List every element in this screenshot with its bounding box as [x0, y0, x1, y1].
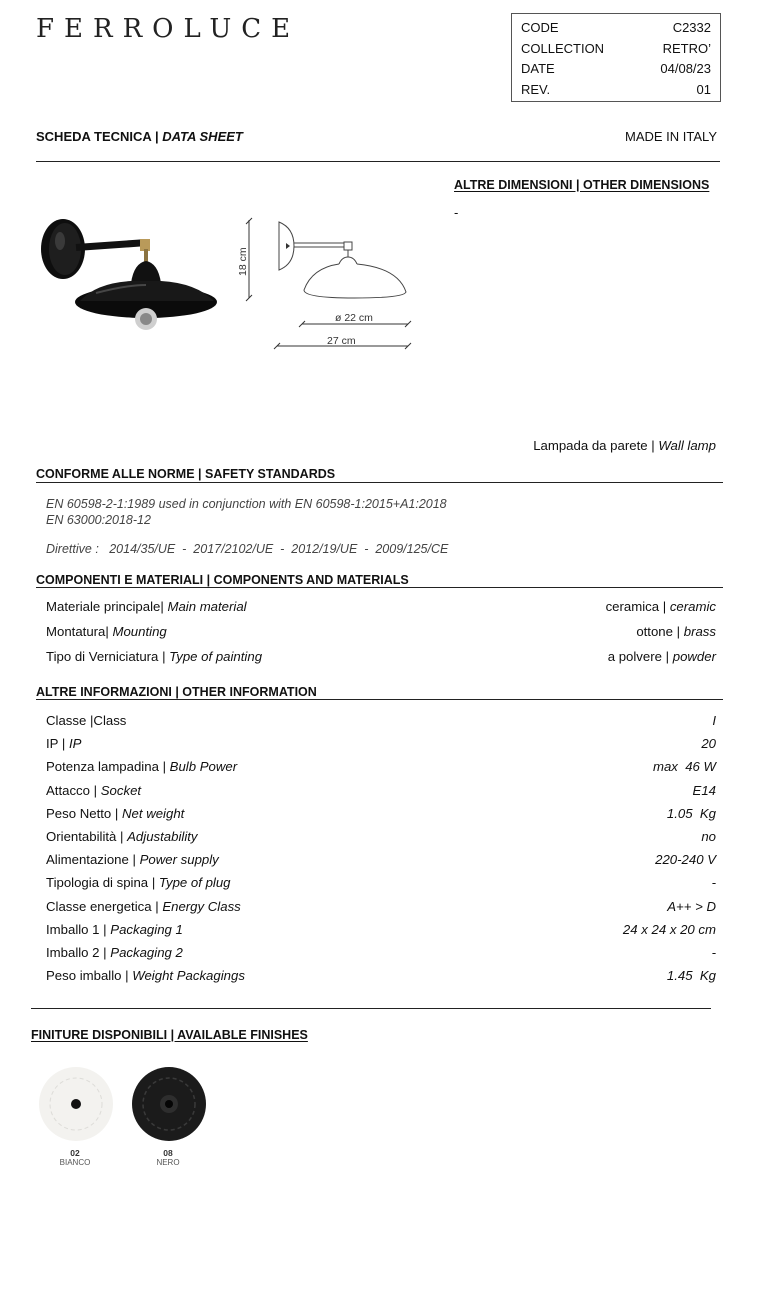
other-info-row-label: IP | IP — [46, 736, 82, 752]
other-info-row — [46, 875, 716, 890]
other-info-row — [46, 968, 716, 983]
other-info-row-label: Potenza lampadina | Bulb Power — [46, 759, 238, 775]
other-info-title: ALTRE INFORMAZIONI | OTHER INFORMATION — [36, 685, 317, 699]
other-info-row — [46, 852, 716, 867]
other-info-row-value: 1.45 Kg — [666, 968, 716, 984]
other-info-row — [46, 736, 716, 751]
product-photo — [36, 205, 226, 335]
components-row-label: Montatura| Mounting — [46, 624, 167, 639]
length-label: 27 cm — [327, 335, 356, 347]
other-info-row-value: 20 — [701, 736, 716, 752]
diameter-label: ø 22 cm — [335, 312, 373, 324]
other-info-row-value: - — [711, 875, 716, 891]
components-row-value: ceramica | ceramic — [605, 599, 716, 614]
product-type: Lampada da parete | Wall lamp — [533, 438, 716, 453]
safety-title: CONFORME ALLE NORME | SAFETY STANDARDS — [36, 467, 336, 481]
components-row — [46, 599, 716, 614]
other-info-row-label: Alimentazione | Power supply — [46, 852, 219, 868]
other-info-row — [46, 783, 716, 798]
other-info-row-value: I — [712, 713, 716, 728]
info-row-code: CODE C2332 — [521, 20, 711, 35]
safety-line-2: EN 63000:2018-12 — [46, 513, 151, 527]
divider — [36, 482, 723, 483]
sheet-title: SCHEDA TECNICA | DATA SHEET — [36, 129, 243, 144]
divider — [36, 587, 723, 588]
other-info-row-value: no — [701, 829, 716, 844]
other-info-row — [46, 922, 716, 937]
info-row-date: DATE 04/08/23 — [521, 61, 711, 76]
finish-label-bianco: 02 BIANCO — [59, 1148, 91, 1167]
divider — [31, 1008, 711, 1009]
other-info-row-label: Imballo 2 | Packaging 2 — [46, 945, 183, 960]
other-info-row-label: Peso imballo | Weight Packagings — [46, 968, 245, 984]
other-info-row-label: Attacco | Socket — [46, 782, 142, 798]
components-row — [46, 624, 716, 639]
components-title: COMPONENTI E MATERIALI | COMPONENTS AND MATERIALS — [36, 573, 409, 587]
safety-line-1: EN 60598-2-1:1989 used in conjunction with EN 60598-1:2015+A1:2018 — [46, 497, 447, 511]
other-info-row — [46, 713, 716, 728]
height-label: 18 cm — [237, 247, 249, 276]
made-in-italy: MADE IN ITALY — [625, 129, 717, 144]
other-dimensions-title: ALTRE DIMENSIONI | OTHER DIMENSIONS — [454, 178, 710, 192]
finish-label-nero: 08 NERO — [156, 1148, 180, 1167]
info-box — [511, 13, 721, 102]
other-info-row-value: E14 — [692, 782, 716, 798]
brand-logo: FERROLUCE — [36, 14, 301, 44]
other-info-row-value: max 46 W — [652, 759, 716, 775]
other-info-row — [46, 945, 716, 960]
info-row-rev: REV. 01 — [521, 81, 711, 97]
other-info-row-label: Classe |Class — [46, 713, 127, 728]
divider — [36, 161, 720, 162]
components-row — [46, 649, 716, 664]
info-row-collection: COLLECTION RETRO’ — [521, 40, 711, 56]
other-info-row-value: - — [711, 945, 716, 960]
components-row-value: a polvere | powder — [607, 649, 716, 664]
other-info-row-label: Peso Netto | Net weight — [46, 805, 185, 821]
finish-swatch-bianco[interactable] — [38, 1066, 114, 1147]
technical-drawing — [232, 212, 422, 357]
other-info-row-label: Imballo 1 | Packaging 1 — [46, 921, 183, 937]
other-info-row — [46, 829, 716, 844]
components-row-label: Materiale principale| Main material — [46, 599, 247, 614]
other-info-row-value: 24 x 24 x 20 cm — [622, 921, 716, 937]
other-dimensions-value: - — [454, 205, 459, 220]
other-info-row-value: 220-240 V — [655, 852, 716, 868]
divider — [36, 699, 723, 700]
components-row-value: ottone | brass — [636, 624, 716, 639]
other-info-row-value: A++ > D — [667, 898, 716, 914]
other-info-row — [46, 806, 716, 821]
safety-directives: Direttive : 2014/35/UE - 2017/2102/UE - 2012/19/UE - 2009/125/CE — [46, 542, 449, 556]
finishes-title: FINITURE DISPONIBILI | AVAILABLE FINISHES — [31, 1028, 308, 1042]
other-info-row-value: 1.05 Kg — [666, 805, 716, 821]
other-info-row-label: Tipologia di spina | Type of plug — [46, 875, 231, 891]
components-row-label: Tipo di Verniciatura | Type of painting — [46, 649, 263, 664]
other-info-row-label: Orientabilità | Adjustability — [46, 829, 198, 844]
other-info-row — [46, 759, 716, 774]
other-info-row — [46, 899, 716, 914]
other-info-row-label: Classe energetica | Energy Class — [46, 898, 241, 914]
finish-swatch-nero[interactable] — [131, 1066, 207, 1147]
